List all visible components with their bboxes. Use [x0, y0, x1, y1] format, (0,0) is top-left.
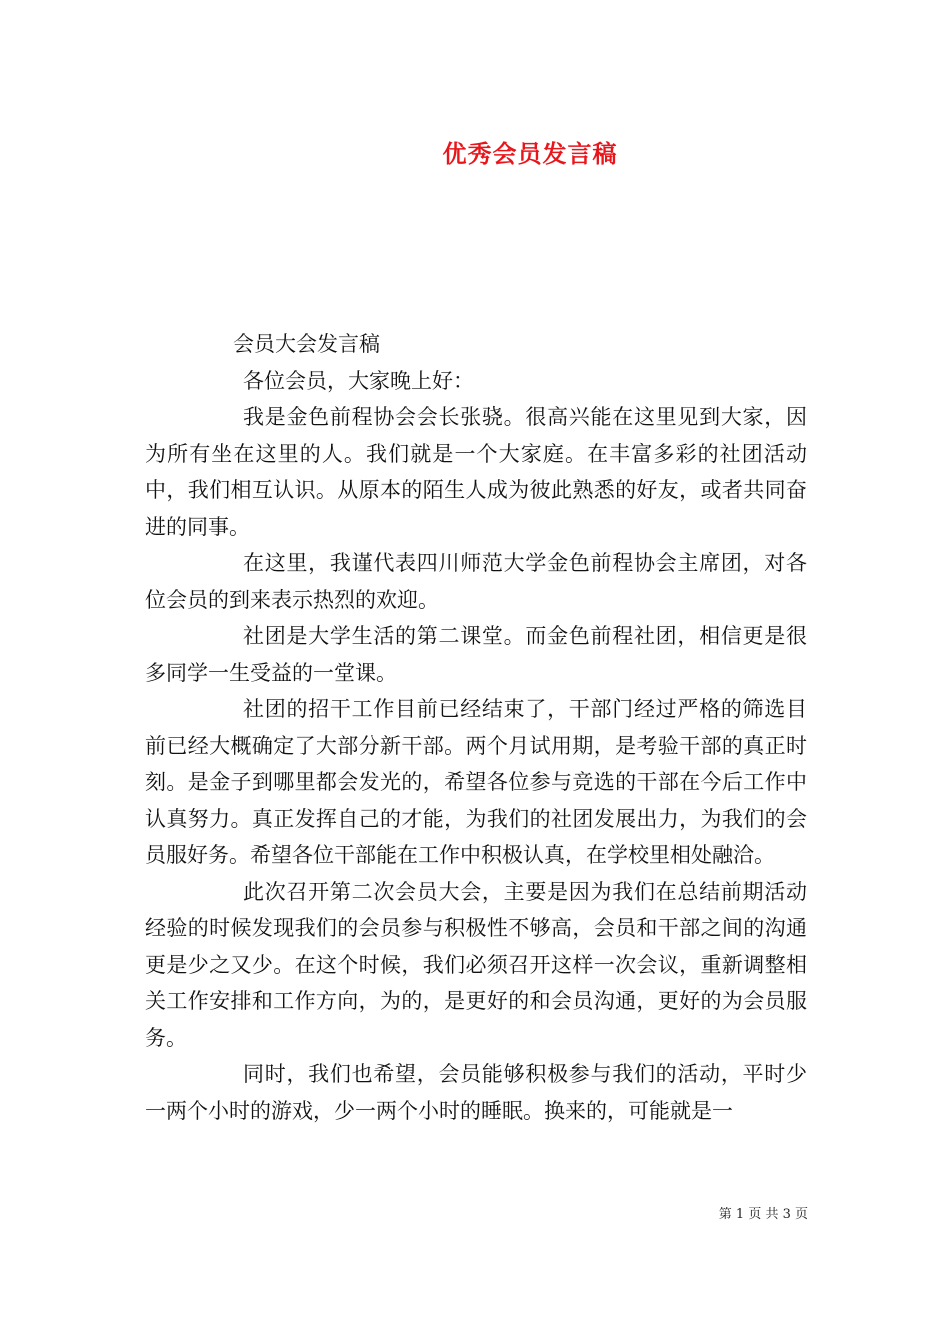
paragraph-5: 此次召开第二次会员大会，主要是因为我们在总结前期活动经验的时候发现我们的会员参与积极性不够高，会员和干部之间的沟通更是少之又少。在这个时候，我们必须召开这样一次会议，重新调整相关工作安排和工作方向，为的，是更好的和会员沟通，更好的为会员服务。	[145, 879, 807, 1050]
page-number-footer: 第 1 页 共 3 页	[718, 1207, 808, 1222]
document-body	[145, 326, 807, 1129]
paragraph-2: 在这里，我谨代表四川师范大学金色前程协会主席团，对各位会员的到来表示热烈的欢迎。	[145, 551, 807, 612]
paragraph-6: 同时，我们也希望，会员能够积极参与我们的活动，平时少一两个小时的游戏，少一两个小时的睡眠。换来的，可能就是一	[145, 1062, 807, 1123]
document-title: 优秀会员发言稿	[442, 139, 618, 168]
paragraph-1: 我是金色前程协会会长张骁。很高兴能在这里见到大家，因为所有坐在这里的人。我们就是一个大家庭。在丰富多彩的社团活动中，我们相互认识。从原本的陌生人成为彼此熟悉的好友，或者共同奋进的同事。	[145, 405, 807, 539]
speech-heading: 会员大会发言稿	[233, 332, 380, 356]
greeting: 各位会员，大家晚上好：	[243, 368, 474, 393]
paragraph-3: 社团是大学生活的第二课堂。而金色前程社团，相信更是很多同学一生受益的一堂课。	[145, 624, 807, 685]
paragraph-4: 社团的招干工作目前已经结束了，干部门经过严格的筛选目前已经大概确定了大部分新干部。两个月试用期，是考验干部的真正时刻。是金子到哪里都会发光的，希望各位参与竞选的干部在今后工作中认真努力。真正发挥自己的才能，为我们的社团发展出力，为我们的会员服好务。希望各位干部能在工作中积极认真，在学校里相处融洽。	[145, 697, 807, 867]
